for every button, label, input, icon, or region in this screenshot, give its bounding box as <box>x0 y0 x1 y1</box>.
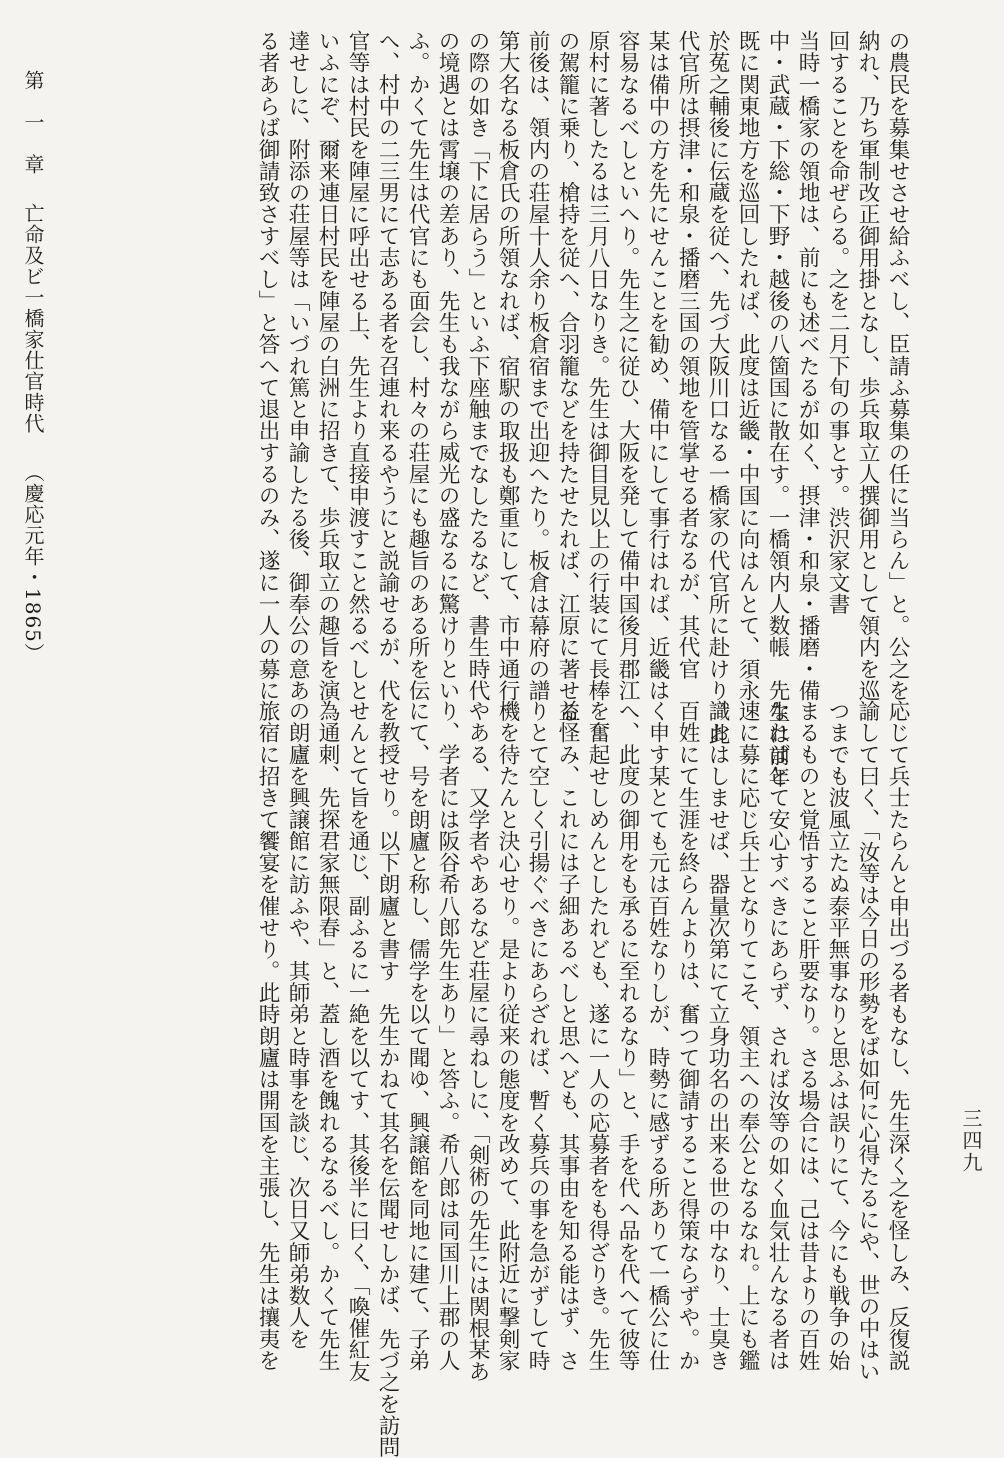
text-column: 某は備中の方を先にせんことを勧め、備中にして事行はれば、近畿は <box>645 30 670 702</box>
running-header <box>18 70 48 664</box>
text-column: く申す某とても元は百姓なりしが、時勢に感ずる所ありて一橋公に仕 <box>645 700 670 1372</box>
text-column: 旅宿に招きて饗宴を催せり。此時朗廬は開国を主張し、先生は攘夷を <box>255 700 280 1372</box>
text-column: 代官所は摂津・和泉・播磨三国の領地を管掌せる者なるが、其代官 <box>675 30 700 680</box>
text-column: の境遇とは霄壌の差あり、先生も我ながら威光の盛なるに驚けりとい <box>435 30 460 702</box>
text-column: つまでも波風立たぬ泰平無事なりと思ふは誤りにて、今にも戦争の始 <box>825 700 850 1372</box>
text-column: を教授せり。以下朗廬と書す 先生かねて其名を伝聞せしかば、先づ之を訪問 <box>375 700 400 1458</box>
text-column: ふ。かくて先生は代官にも面会し、村々の荘屋にも趣旨のある所を伝 <box>405 30 430 702</box>
text-column: 前後は、領内の荘屋十人余り板倉宿まで出迎へたり。板倉は幕府の譜 <box>525 30 550 702</box>
text-column: 速に募に応じ兵士となりてこそ、領主への奉公となるなれ。上にも鑑 <box>735 700 760 1372</box>
text-column: 於菟之輔後に伝蔵を従へ、先づ大阪川口なる一橋家の代官所に赴けり。此 <box>705 30 730 745</box>
text-column: 第大名なる板倉氏の所領なれば、宿駅の取扱も鄭重にして、市中通行 <box>495 30 520 702</box>
text-column: 機を待たんと決心せり。是より従来の態度を改めて、此附近に撃剣家 <box>495 700 520 1372</box>
text-column: 官等は村民を陣屋に呼出せる上、先生より直接申渡すこと然るべしと <box>345 30 370 702</box>
text-column: にて、号を朗廬と称し、儒学を以て聞ゆ、興譲館を同地に建て、子弟 <box>405 700 430 1372</box>
text-column: 為通刺、先探君家無限春」と、蓋し酒を餽れるなるべし。かくて先生 <box>315 700 340 1372</box>
chapter-label: 第 一 章 <box>21 70 45 175</box>
chapter-title: 亡命及ビ一橋家仕官時代 <box>21 203 45 434</box>
text-column: り、学者には阪谷希八郎先生あり」と答ふ。希八郎は同国川上郡の人 <box>435 700 460 1372</box>
text-column: まるものと覚悟すること肝要なり。さる場合には、己は昔よりの百姓 <box>795 700 820 1372</box>
text-column: の駕籠に乗り、槍持を従へ、合羽籠などを持たせたれば、江原に著せる <box>555 30 580 723</box>
text-column: 益怪み、これには子細あるべしと思へども、其事由を知る能はず、さ <box>555 700 580 1372</box>
text-column: なればとて安心すべきにあらず、されば汝等の如く血気壮んなる者は <box>765 700 790 1372</box>
page-number: 三四九 <box>959 1108 983 1174</box>
upper-text-block <box>72 30 912 788</box>
text-column: 識おはしませば、器量次第にて立身功名の出来る世の中なり、士臭き <box>705 700 730 1372</box>
text-column: へ、此度の御用をも承るに至れるなり」と、手を代へ品を代へて彼等 <box>615 700 640 1372</box>
text-column: 中・武蔵・下総・下野・越後の八箇国に散在す。一橋領内人数帳 先生は前年 <box>765 30 790 788</box>
text-column: る者あらば御請致さすべし」と答へて退出するのみ、遂に一人の募に <box>255 30 280 702</box>
text-column: 原村に著したるは三月八日なりき。先生は御目見以上の行装にて長棒 <box>585 30 610 702</box>
text-column: やある、又学者やあるなど荘屋に尋ねしに、「剣術の先生には関根某あ <box>465 700 490 1382</box>
text-column: の際の如き「下に居らう」といふ下座触までなしたるなど、書生時代 <box>465 30 490 702</box>
text-column: 応じて兵士たらんと申出づる者もなし、先生深く之を怪しみ、反復説 <box>885 700 910 1372</box>
text-column: 回することを命ぜらる。之を二月下旬の事とす。渋沢家文書 <box>825 30 850 615</box>
text-column: せんとて旨を通じ、副ふるに一絶を以てす、其後半に曰く、「喚催紅友 <box>345 700 370 1382</box>
text-column: 諭して曰く、「汝等は今日の形勢をば如何に心得たるにや、世の中はい <box>855 700 880 1382</box>
text-column: いふにぞ、爾来連日村民を陣屋の白洲に招きて、歩兵取立の趣旨を演 <box>315 30 340 702</box>
text-column: へ、村中の二三男にて志ある者を召連れ来るやうにと説諭せるが、代 <box>375 30 400 702</box>
text-column: 当時一橋家の領地は、前にも述べたるが如く、摂津・和泉・播磨・備 <box>795 30 820 702</box>
text-column: りとて空しく引揚ぐべきにあらざれば、暫く募兵の事を急がずして時 <box>525 700 550 1372</box>
text-column: 容易なるべしといへり。先生之に従ひ、大阪を発して備中国後月郡江 <box>615 30 640 702</box>
chapter-year: （慶応元年・1865） <box>21 462 45 664</box>
text-column: の朗廬を興譲館に訪ふや、其師弟と時事を談じ、次日又師弟数人を <box>285 700 310 1350</box>
text-column: 達せしに、附添の荘屋等は「いづれ篤と申諭したる後、御奉公の意あ <box>285 30 310 702</box>
text-column: 納れ、乃ち軍制改正御用掛となし、歩兵取立人撰御用として領内を巡 <box>855 30 880 702</box>
lower-text-block <box>72 700 912 1458</box>
text-column: の農民を募集せさせ給ふべし、臣請ふ募集の任に当らん」と。公之を <box>885 30 910 702</box>
text-column: 百姓にて生涯を終らんよりは、奮つて御請すること得策ならずや。か <box>675 700 700 1372</box>
text-column: 既に関東地方を巡回したれば、此度は近畿・中国に向はんとて、須永 <box>735 30 760 702</box>
text-column: を奮起せしめんとしたれども、遂に一人の応募者をも得ざりき。先生 <box>585 700 610 1372</box>
